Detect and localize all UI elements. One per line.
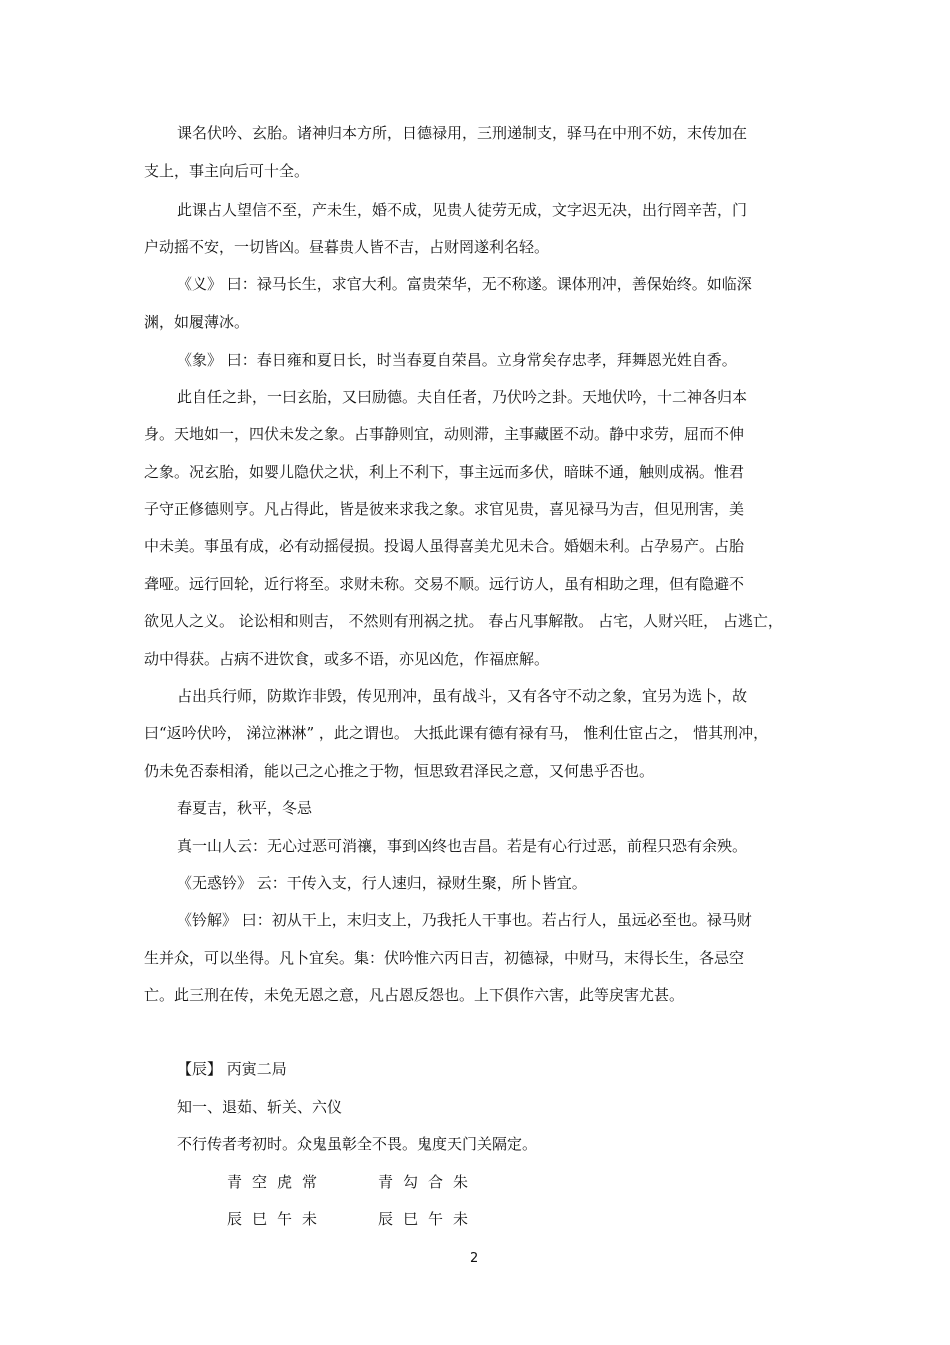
paragraph-line: 《无惑钤》 云：干传入支，行人速归，禄财生聚，所卜皆宜。 [177,874,587,892]
paragraph-line: 此课占人望信不至，产未生，婚不成，见贵人徒劳无成，文字迟无决，出行罔辛苦，门 [177,201,748,219]
paragraph-line: 渊，如履薄冰。 [144,313,250,331]
paragraph-line: 《义》 曰：禄马长生，求官大利。富贵荣华，无不称遂。课体刑冲，善保始终。如临深 [177,275,752,293]
paragraph-line: 动中得获。占病不进饮食，或多不语，亦见凶危，作福庶解。 [144,650,550,668]
paragraph-line: 户动摇不安，一切皆凶。昼暮贵人皆不吉，占财罔遂利名轻。 [144,238,550,256]
grid-cell: 辰巳午未 [378,1210,479,1228]
section-heading: 【辰】 丙寅二局 [177,1060,287,1078]
paragraph-line: 《钤解》 曰：初从干上，末归支上，乃我托人干事也。若占行人，虽远必至也。禄马财 [177,911,752,929]
paragraph-line: 聋哑。远行回轮，近行将至。求财未称。交易不顺。远行访人，虽有相助之理，但有隐避不 [144,575,745,593]
paragraph-line: 之象。况玄胎，如婴儿隐伏之状，利上不利下，事主远而多伏，暗昧不通，触则成祸。惟君 [144,463,745,481]
paragraph-line: 占出兵行师，防欺诈非毁，传见刑冲，虽有战斗，又有各守不动之象，宜另为选卜，故 [177,687,748,705]
paragraph-line: 子守正修德则亨。凡占得此，皆是彼来求我之象。求官见贵，喜见禄马为吉，但见刑害，美 [144,500,745,518]
grid-cell: 辰巳午未 [227,1210,328,1228]
paragraph-line: 亡。此三刑在传，未免无恩之意，凡占恩反怨也。上下俱作六害，此等戾害尤甚。 [144,986,685,1004]
paragraph-line: 真一山人云：无心过恶可消禳，事到凶终也吉昌。若是有心行过恶，前程只恐有余殃。 [177,837,748,855]
paragraph-line: 不行传者考初时。众鬼虽彰全不畏。鬼度天门关隔定。 [177,1135,538,1153]
paragraph-line: 此自任之卦，一曰玄胎，又曰励德。夫自任者，乃伏吟之卦。天地伏吟，十二神各归本 [177,388,748,406]
grid-cell: 青空虎常 [227,1173,328,1191]
paragraph-line: 支上，事主向后可十全。 [144,162,310,180]
paragraph-line: 中未美。事虽有成，必有动摇侵损。投谒人虽得喜美尤见未合。婚姻未利。占孕易产。占胎 [144,537,745,555]
page-number: 2 [470,1251,479,1266]
paragraph-line: 春夏吉，秋平，冬忌 [177,799,313,817]
paragraph-line: 仍未免否泰相淆，能以己之心推之于物，恒思致君泽民之意，又何患乎否也。 [144,762,655,780]
grid-cell: 青勾合朱 [378,1173,479,1191]
paragraph-line: 身。天地如一，四伏未发之象。占事静则宜，动则滞，主事藏匿不动。静中求劳，屈而不伸 [144,425,745,443]
paragraph-line: 《象》 曰：春日雍和夏日长，时当春夏自荣昌。立身常矣存忠孝，拜舞恩光姓自香。 [177,351,737,369]
paragraph-line: 生并众，可以坐得。凡卜宜矣。集：伏吟惟六丙日吉，初德禄，中财马，末得长生，各忌空 [144,949,745,967]
paragraph-line: 课名伏吟、玄胎。诸神归本方所，日德禄用，三刑递制支，驿马在中刑不妨，末传加在 [177,124,748,142]
paragraph-line: 欲见人之义。 论讼相和则吉， 不然则有刑祸之扰。 春占凡事解散。 占宅，人财兴旺， 占逃亡， [144,612,783,630]
paragraph-line: 知一、退茹、斩关、六仪 [177,1098,343,1116]
paragraph-line: 曰“返吟伏吟， 涕泣淋淋” ，此之谓也。 大抵此课有德有禄有马， 惟利仕宦占之， 惜其刑冲， [144,724,769,742]
